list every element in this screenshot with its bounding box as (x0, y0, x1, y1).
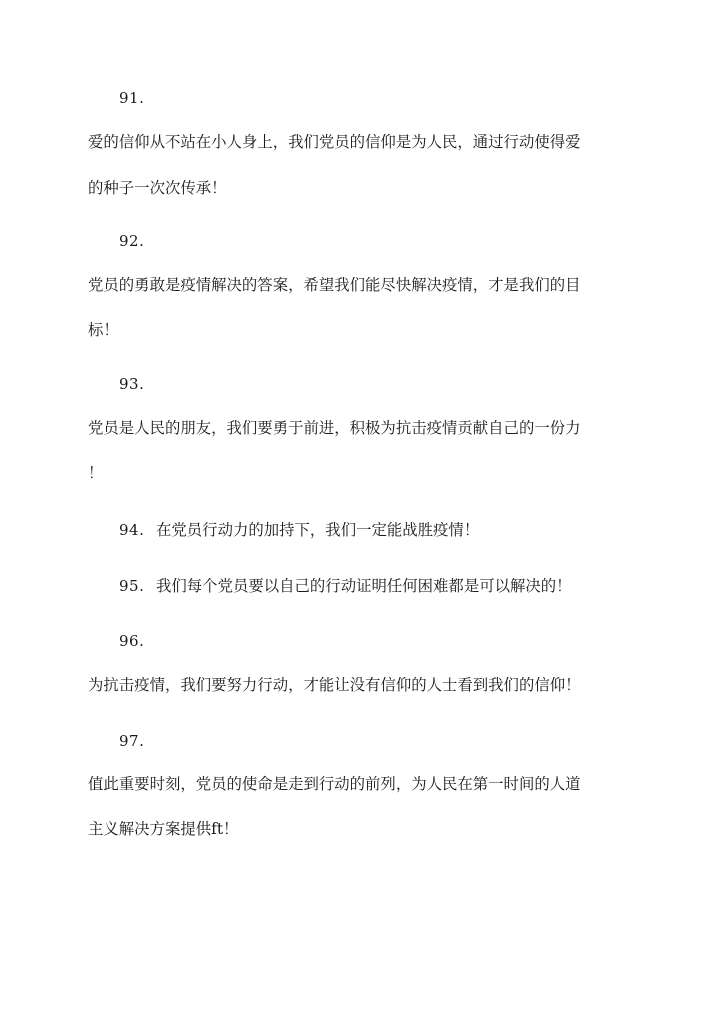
entry-text-line: 主义解决方案提供ft！ (88, 820, 239, 838)
entry-text-line: 我们每个党员要以自己的行动证明任何困难都是可以解决的！ (156, 577, 572, 595)
entry-number: 91. (119, 89, 145, 107)
entry-text-line: 在党员行动力的加持下，我们一定能战胜疫情！ (156, 521, 480, 539)
entry-number: 93. (119, 375, 145, 393)
entry-number: 97. (119, 732, 145, 750)
entry-number: 92. (119, 232, 145, 250)
entry-text-line: 的种子一次次传承！ (88, 179, 227, 197)
entry-text-line: 党员的勇敢是疫情解决的答案，希望我们能尽快解决疫情，才是我们的目 (88, 276, 581, 294)
entry-text-line: ！ (88, 464, 104, 482)
entry-number: 94. (119, 521, 145, 539)
entry-text-line: 值此重要时刻，党员的使命是走到行动的前列，为人民在第一时间的人道 (88, 775, 581, 793)
entry-text-line: 标！ (88, 321, 119, 339)
entry-text-line: 党员是人民的朋友，我们要勇于前进，积极为抗击疫情贡献自己的一份力 (88, 419, 581, 437)
entry-text-line: 爱的信仰从不站在小人身上，我们党员的信仰是为人民，通过行动使得爱 (88, 133, 581, 151)
entry-number: 96. (119, 632, 145, 650)
entry-text-line: 为抗击疫情，我们要努力行动，才能让没有信仰的人士看到我们的信仰！ (88, 676, 581, 694)
entry-number: 95. (119, 577, 145, 595)
